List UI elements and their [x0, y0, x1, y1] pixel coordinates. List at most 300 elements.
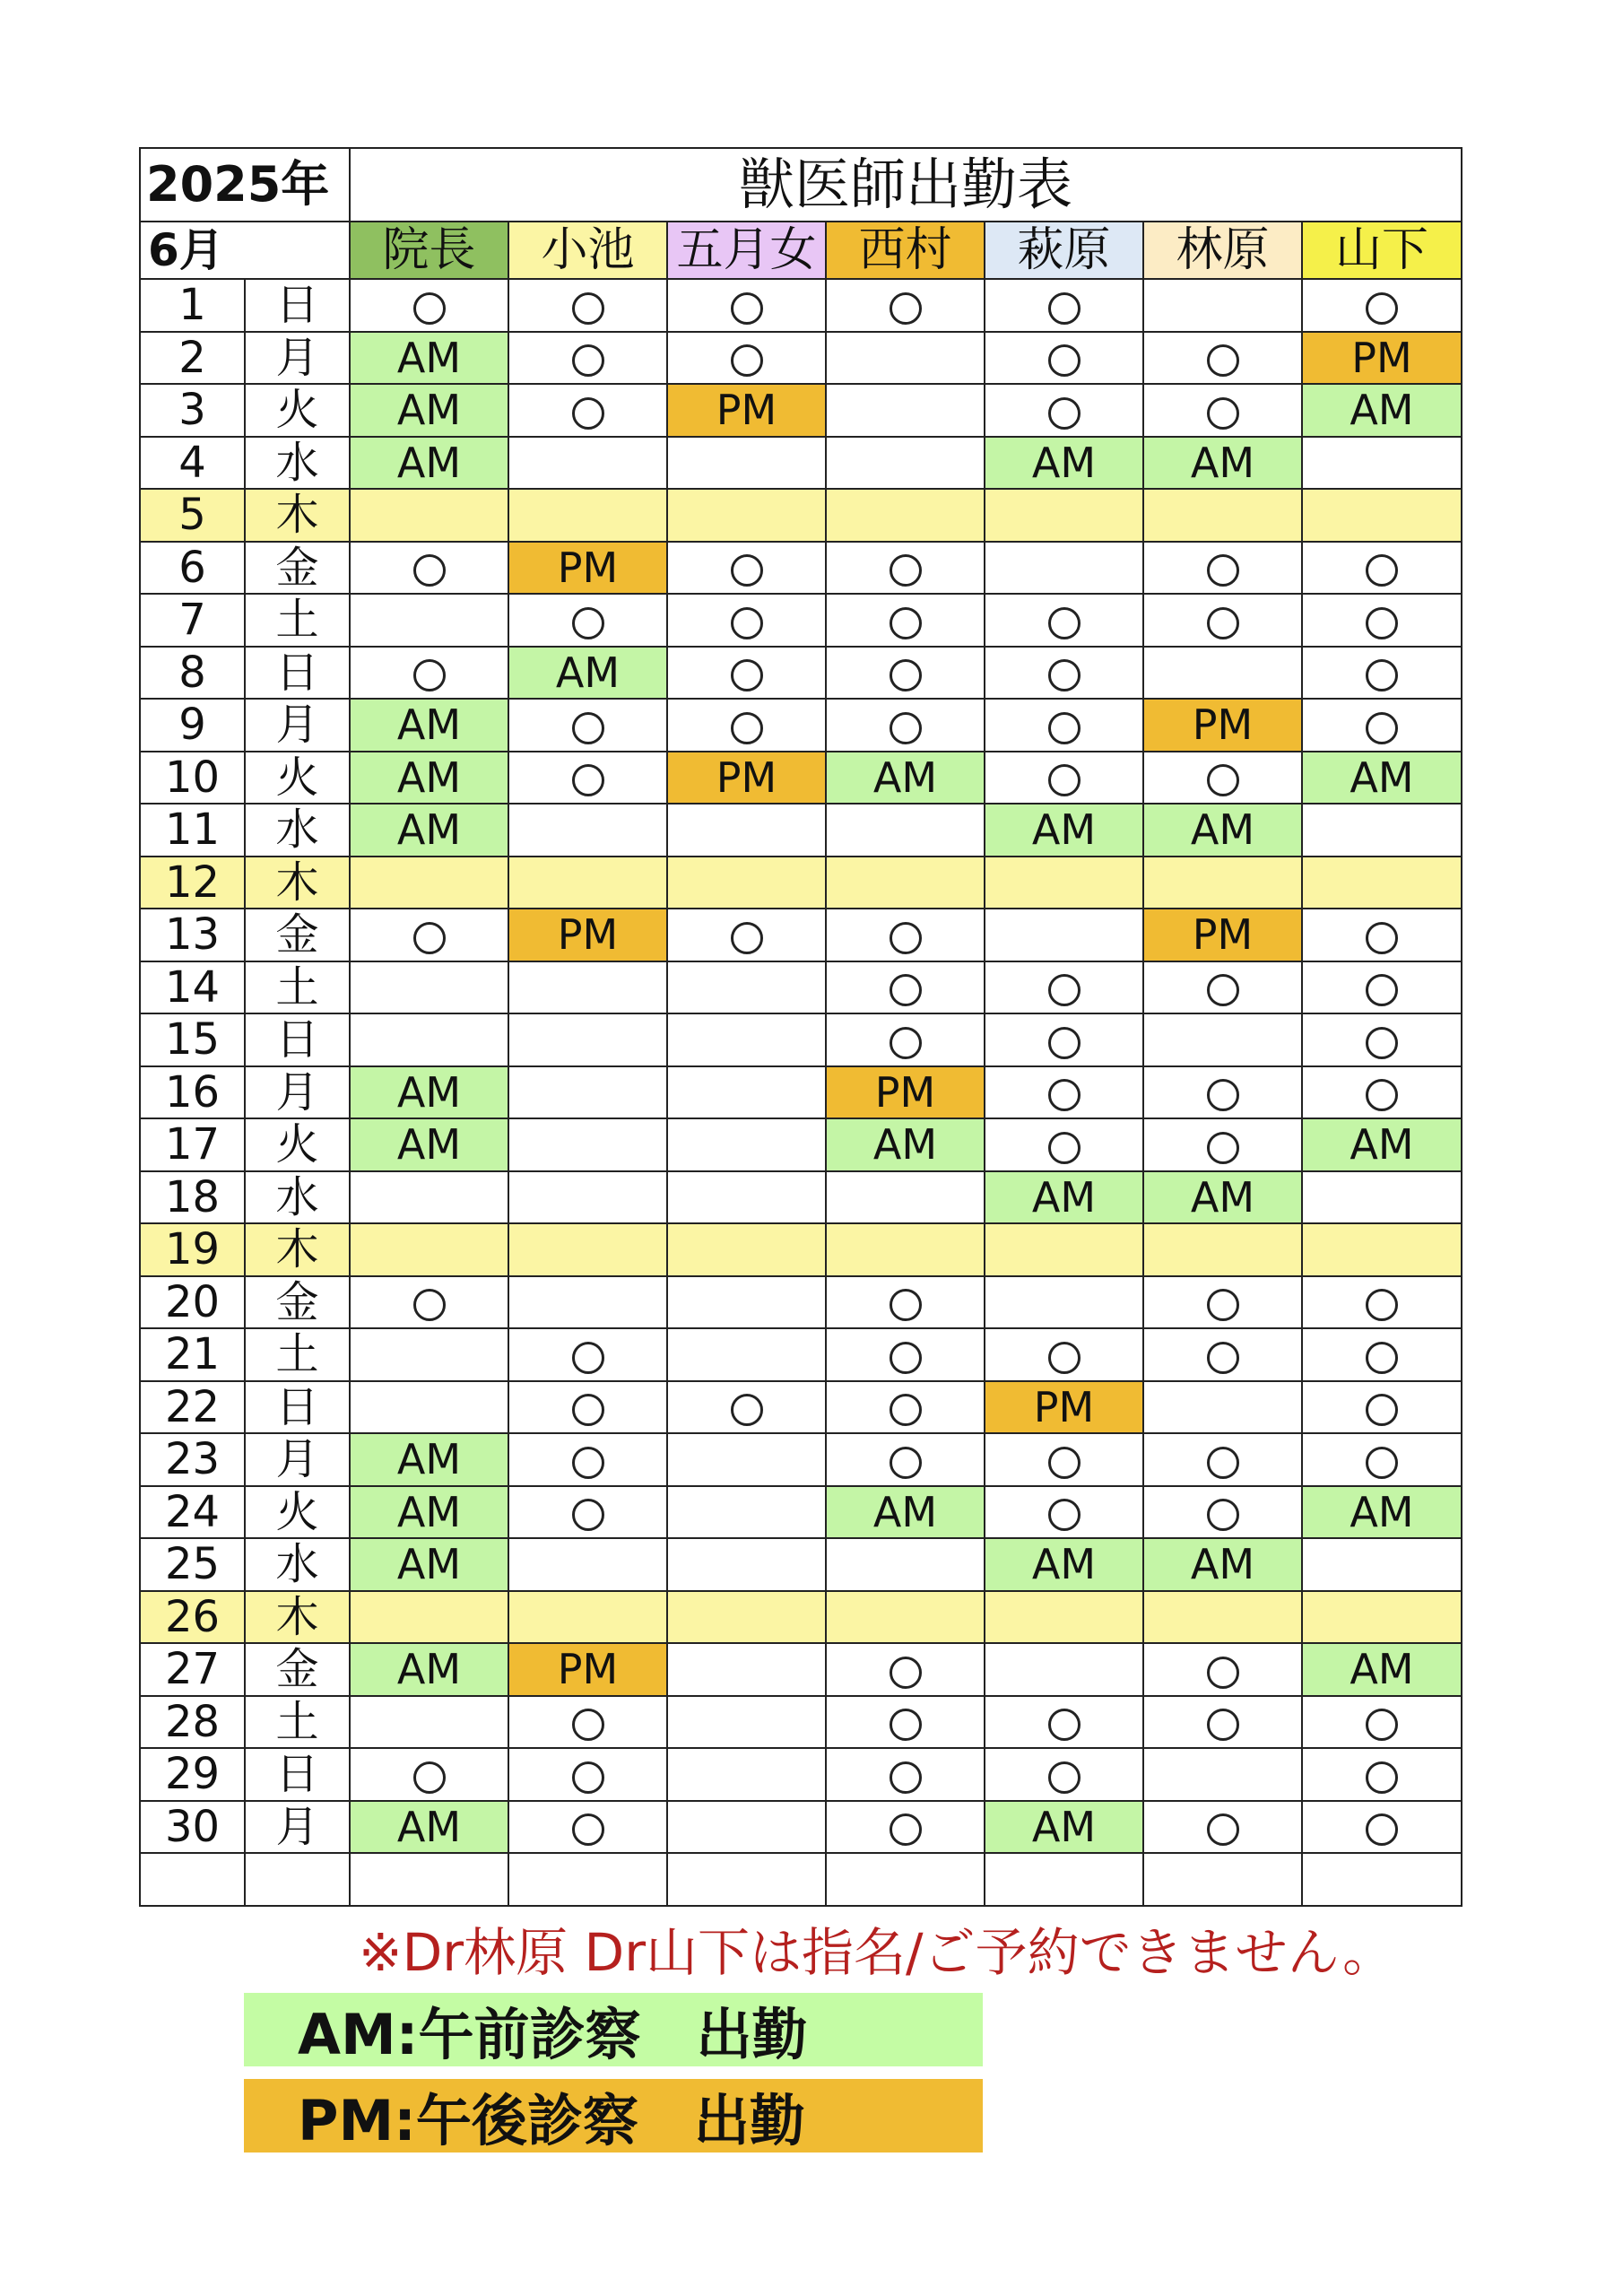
empty-cell — [667, 1853, 826, 1906]
legend-pm: PM:午後診察 出勤 — [244, 2079, 983, 2152]
day-number: 30 — [140, 1801, 245, 1854]
closed-cell — [667, 1591, 826, 1644]
full-day-mark — [1143, 1066, 1302, 1119]
full-day-mark — [350, 1276, 508, 1329]
page-title: 獣医師出勤表 — [350, 148, 1462, 222]
pm-shift-cell: PM — [1143, 909, 1302, 961]
circle-icon — [1048, 1499, 1081, 1531]
full-day-mark — [1302, 699, 1462, 752]
circle-icon — [731, 607, 763, 639]
empty-cell — [508, 1013, 667, 1066]
full-day-mark — [350, 279, 508, 332]
circle-icon — [1207, 1342, 1239, 1374]
closed-cell — [1143, 1223, 1302, 1276]
closed-cell — [350, 1591, 508, 1644]
circle-icon — [890, 1289, 922, 1321]
full-day-mark — [667, 332, 826, 385]
full-day-mark — [1302, 1276, 1462, 1329]
circle-icon — [1366, 974, 1398, 1006]
full-day-mark — [1302, 1433, 1462, 1486]
closed-cell — [1302, 1591, 1462, 1644]
pm-shift-cell: PM — [1302, 332, 1462, 385]
table-row — [140, 1223, 1462, 1276]
table-row — [140, 332, 1462, 385]
day-number: 14 — [140, 961, 245, 1014]
empty-cell — [508, 1066, 667, 1119]
circle-icon — [1048, 1761, 1081, 1794]
pm-shift-cell: PM — [985, 1381, 1143, 1434]
empty-cell — [826, 1853, 985, 1906]
day-number: 7 — [140, 594, 245, 647]
day-number: 6 — [140, 542, 245, 595]
day-number: 3 — [140, 384, 245, 437]
empty-cell — [667, 1171, 826, 1224]
table-row — [140, 699, 1462, 752]
weekday: 土 — [245, 594, 350, 647]
empty-cell — [508, 804, 667, 857]
empty-cell — [245, 1853, 350, 1906]
full-day-mark — [508, 1801, 667, 1854]
circle-icon — [731, 712, 763, 744]
table-row — [140, 857, 1462, 909]
am-shift-cell: AM — [1302, 752, 1462, 804]
closed-cell — [350, 1223, 508, 1276]
weekday: 月 — [245, 332, 350, 385]
empty-cell — [985, 1276, 1143, 1329]
circle-icon — [572, 1761, 604, 1794]
weekday: 金 — [245, 1643, 350, 1696]
booking-note: ※Dr林原 Dr山下は指名/ご予約できません。 — [359, 1922, 1395, 1983]
empty-cell — [667, 437, 826, 490]
circle-icon — [572, 344, 604, 377]
circle-icon — [1048, 1342, 1081, 1374]
circle-icon — [890, 554, 922, 587]
circle-icon — [572, 397, 604, 430]
full-day-mark — [508, 279, 667, 332]
circle-icon — [1207, 1079, 1239, 1111]
circle-icon — [1048, 1027, 1081, 1059]
circle-icon — [1366, 554, 1398, 587]
full-day-mark — [667, 909, 826, 961]
am-shift-cell: AM — [1302, 1118, 1462, 1171]
full-day-mark — [508, 1748, 667, 1801]
circle-icon — [1048, 397, 1081, 430]
circle-icon — [1207, 1132, 1239, 1164]
closed-cell — [1302, 857, 1462, 909]
weekday: 水 — [245, 1538, 350, 1591]
circle-icon — [413, 292, 446, 325]
empty-cell — [667, 1066, 826, 1119]
doctor-header: 西村 — [826, 222, 985, 279]
circle-icon — [731, 554, 763, 587]
weekday: 土 — [245, 961, 350, 1014]
full-day-mark — [508, 1696, 667, 1749]
circle-icon — [572, 1394, 604, 1426]
circle-icon — [1048, 712, 1081, 744]
weekday: 火 — [245, 384, 350, 437]
empty-cell — [667, 1538, 826, 1591]
empty-cell — [1143, 279, 1302, 332]
table-row — [140, 647, 1462, 700]
full-day-mark — [985, 1328, 1143, 1381]
empty-cell — [508, 961, 667, 1014]
table-row — [140, 1538, 1462, 1591]
day-number: 16 — [140, 1066, 245, 1119]
full-day-mark — [985, 1013, 1143, 1066]
closed-cell — [667, 489, 826, 542]
weekday: 月 — [245, 1801, 350, 1854]
weekday: 火 — [245, 1118, 350, 1171]
empty-cell — [508, 437, 667, 490]
empty-cell — [985, 1853, 1143, 1906]
full-day-mark — [1143, 1433, 1302, 1486]
circle-icon — [413, 1761, 446, 1794]
empty-cell — [508, 1538, 667, 1591]
full-day-mark — [508, 699, 667, 752]
am-shift-cell: AM — [826, 1486, 985, 1539]
full-day-mark — [826, 1013, 985, 1066]
circle-icon — [572, 1499, 604, 1531]
circle-icon — [1048, 1079, 1081, 1111]
day-number: 25 — [140, 1538, 245, 1591]
full-day-mark — [508, 1381, 667, 1434]
weekday: 金 — [245, 1276, 350, 1329]
circle-icon — [890, 1394, 922, 1426]
am-shift-cell: AM — [1302, 384, 1462, 437]
am-shift-cell: AM — [826, 752, 985, 804]
am-shift-cell: AM — [350, 1486, 508, 1539]
am-shift-cell: AM — [1143, 437, 1302, 490]
month-label: 6月 — [140, 222, 350, 279]
empty-cell — [350, 961, 508, 1014]
table-row — [140, 1643, 1462, 1696]
table-row — [140, 1276, 1462, 1329]
year-label: 2025年 — [140, 148, 350, 222]
am-shift-cell: AM — [985, 1538, 1143, 1591]
am-shift-cell: AM — [350, 437, 508, 490]
table-row — [140, 1381, 1462, 1434]
full-day-mark — [667, 542, 826, 595]
full-day-mark — [826, 1801, 985, 1854]
table-row — [140, 384, 1462, 437]
weekday: 土 — [245, 1328, 350, 1381]
closed-cell — [826, 1223, 985, 1276]
closed-cell — [667, 857, 826, 909]
full-day-mark — [826, 909, 985, 961]
full-day-mark — [508, 1433, 667, 1486]
empty-cell — [826, 437, 985, 490]
full-day-mark — [985, 647, 1143, 700]
circle-icon — [572, 1709, 604, 1741]
empty-cell — [508, 1853, 667, 1906]
full-day-mark — [508, 594, 667, 647]
empty-cell — [667, 1276, 826, 1329]
circle-icon — [1366, 1289, 1398, 1321]
full-day-mark — [350, 542, 508, 595]
closed-cell — [350, 857, 508, 909]
empty-cell — [350, 1328, 508, 1381]
circle-icon — [572, 712, 604, 744]
circle-icon — [572, 607, 604, 639]
empty-cell — [140, 1853, 245, 1906]
circle-icon — [1366, 1761, 1398, 1794]
empty-cell — [985, 542, 1143, 595]
closed-cell — [350, 489, 508, 542]
doctor-header: 院長 — [350, 222, 508, 279]
table-row — [140, 279, 1462, 332]
empty-cell — [1143, 1381, 1302, 1434]
circle-icon — [413, 554, 446, 587]
circle-icon — [890, 1709, 922, 1741]
doctor-header: 山下 — [1302, 222, 1462, 279]
schedule-table — [139, 147, 1462, 1907]
full-day-mark — [1143, 1696, 1302, 1749]
full-day-mark — [667, 1381, 826, 1434]
table-row — [140, 1118, 1462, 1171]
empty-cell — [667, 1696, 826, 1749]
full-day-mark — [1302, 1801, 1462, 1854]
empty-cell — [826, 332, 985, 385]
table-row — [140, 1486, 1462, 1539]
weekday: 日 — [245, 1381, 350, 1434]
empty-cell — [1143, 647, 1302, 700]
circle-icon — [1366, 1342, 1398, 1374]
legend-am: AM:午前診察 出勤 — [244, 1993, 983, 2066]
table-row — [140, 909, 1462, 961]
full-day-mark — [985, 961, 1143, 1014]
full-day-mark — [508, 752, 667, 804]
closed-cell — [1302, 1223, 1462, 1276]
am-shift-cell: AM — [826, 1118, 985, 1171]
circle-icon — [1366, 1813, 1398, 1846]
full-day-mark — [1302, 1066, 1462, 1119]
empty-cell — [1302, 1853, 1462, 1906]
circle-icon — [413, 1289, 446, 1321]
pm-shift-cell: PM — [508, 1643, 667, 1696]
circle-icon — [1207, 554, 1239, 587]
closed-cell — [508, 489, 667, 542]
table-row — [140, 1013, 1462, 1066]
am-shift-cell: AM — [985, 437, 1143, 490]
pm-shift-cell: PM — [667, 752, 826, 804]
weekday: 月 — [245, 1433, 350, 1486]
closed-cell — [985, 489, 1143, 542]
table-row — [140, 1591, 1462, 1644]
day-number: 24 — [140, 1486, 245, 1539]
empty-cell — [350, 1171, 508, 1224]
full-day-mark — [826, 961, 985, 1014]
full-day-mark — [350, 647, 508, 700]
circle-icon — [1366, 659, 1398, 691]
doctor-header: 小池 — [508, 222, 667, 279]
circle-icon — [890, 292, 922, 325]
table-row — [140, 594, 1462, 647]
full-day-mark — [1302, 1328, 1462, 1381]
circle-icon — [890, 1813, 922, 1846]
full-day-mark — [508, 1328, 667, 1381]
weekday: 日 — [245, 1013, 350, 1066]
empty-cell — [667, 1748, 826, 1801]
circle-icon — [1207, 764, 1239, 796]
full-day-mark — [1143, 542, 1302, 595]
weekday: 日 — [245, 279, 350, 332]
closed-cell — [667, 1223, 826, 1276]
empty-cell — [1302, 437, 1462, 490]
day-number: 21 — [140, 1328, 245, 1381]
table-row — [140, 1066, 1462, 1119]
empty-cell — [667, 1013, 826, 1066]
closed-cell — [1302, 489, 1462, 542]
pm-shift-cell: PM — [508, 909, 667, 961]
blank-row — [140, 1853, 1462, 1906]
day-number: 10 — [140, 752, 245, 804]
empty-cell — [350, 1696, 508, 1749]
empty-cell — [826, 1538, 985, 1591]
full-day-mark — [508, 1486, 667, 1539]
empty-cell — [667, 1328, 826, 1381]
circle-icon — [731, 922, 763, 954]
am-shift-cell: AM — [1143, 1538, 1302, 1591]
day-number: 5 — [140, 489, 245, 542]
closed-cell — [1143, 857, 1302, 909]
full-day-mark — [985, 332, 1143, 385]
am-shift-cell: AM — [350, 332, 508, 385]
day-number: 9 — [140, 699, 245, 752]
full-day-mark — [985, 752, 1143, 804]
full-day-mark — [1143, 332, 1302, 385]
circle-icon — [1366, 922, 1398, 954]
day-number: 23 — [140, 1433, 245, 1486]
circle-icon — [1207, 1813, 1239, 1846]
circle-icon — [1048, 1132, 1081, 1164]
circle-icon — [572, 292, 604, 325]
full-day-mark — [826, 1696, 985, 1749]
table-row — [140, 752, 1462, 804]
full-day-mark — [1302, 594, 1462, 647]
am-shift-cell: AM — [350, 1066, 508, 1119]
full-day-mark — [826, 542, 985, 595]
weekday: 木 — [245, 1223, 350, 1276]
full-day-mark — [826, 1433, 985, 1486]
circle-icon — [1207, 974, 1239, 1006]
weekday: 木 — [245, 857, 350, 909]
full-day-mark — [1143, 1486, 1302, 1539]
empty-cell — [985, 1643, 1143, 1696]
circle-icon — [572, 764, 604, 796]
empty-cell — [1143, 1853, 1302, 1906]
doctor-header: 五月女 — [667, 222, 826, 279]
circle-icon — [890, 1027, 922, 1059]
day-number: 17 — [140, 1118, 245, 1171]
full-day-mark — [1143, 961, 1302, 1014]
empty-cell — [1302, 1538, 1462, 1591]
table-row — [140, 1433, 1462, 1486]
circle-icon — [731, 659, 763, 691]
full-day-mark — [1143, 1801, 1302, 1854]
weekday: 水 — [245, 1171, 350, 1224]
am-shift-cell: AM — [1143, 804, 1302, 857]
full-day-mark — [985, 594, 1143, 647]
empty-cell — [508, 1171, 667, 1224]
full-day-mark — [985, 279, 1143, 332]
circle-icon — [1048, 1709, 1081, 1741]
closed-cell — [826, 1591, 985, 1644]
full-day-mark — [1143, 752, 1302, 804]
circle-icon — [1207, 1709, 1239, 1741]
closed-cell — [826, 857, 985, 909]
full-day-mark — [667, 699, 826, 752]
full-day-mark — [985, 1118, 1143, 1171]
am-shift-cell: AM — [350, 384, 508, 437]
weekday: 金 — [245, 542, 350, 595]
day-number: 11 — [140, 804, 245, 857]
circle-icon — [731, 344, 763, 377]
empty-cell — [350, 594, 508, 647]
circle-icon — [890, 712, 922, 744]
circle-icon — [1048, 292, 1081, 325]
am-shift-cell: AM — [350, 1801, 508, 1854]
full-day-mark — [350, 909, 508, 961]
full-day-mark — [667, 594, 826, 647]
full-day-mark — [1302, 647, 1462, 700]
circle-icon — [1366, 1709, 1398, 1741]
closed-cell — [508, 1591, 667, 1644]
am-shift-cell: AM — [1302, 1486, 1462, 1539]
day-number: 19 — [140, 1223, 245, 1276]
circle-icon — [572, 1813, 604, 1846]
full-day-mark — [826, 1276, 985, 1329]
circle-icon — [572, 1342, 604, 1374]
full-day-mark — [826, 647, 985, 700]
am-shift-cell: AM — [350, 804, 508, 857]
full-day-mark — [826, 279, 985, 332]
empty-cell — [350, 1853, 508, 1906]
circle-icon — [1207, 607, 1239, 639]
circle-icon — [890, 1761, 922, 1794]
full-day-mark — [826, 1643, 985, 1696]
am-shift-cell: AM — [350, 1118, 508, 1171]
am-shift-cell: AM — [350, 1538, 508, 1591]
empty-cell — [667, 1118, 826, 1171]
weekday: 月 — [245, 1066, 350, 1119]
pm-shift-cell: PM — [508, 542, 667, 595]
circle-icon — [1048, 344, 1081, 377]
circle-icon — [1207, 1499, 1239, 1531]
table-row — [140, 1696, 1462, 1749]
empty-cell — [350, 1013, 508, 1066]
weekday: 木 — [245, 489, 350, 542]
day-number: 4 — [140, 437, 245, 490]
circle-icon — [1366, 1394, 1398, 1426]
full-day-mark — [667, 647, 826, 700]
full-day-mark — [826, 1748, 985, 1801]
full-day-mark — [985, 1696, 1143, 1749]
full-day-mark — [1302, 1013, 1462, 1066]
full-day-mark — [985, 1486, 1143, 1539]
circle-icon — [1207, 1657, 1239, 1689]
day-number: 15 — [140, 1013, 245, 1066]
full-day-mark — [826, 594, 985, 647]
empty-cell — [1143, 1748, 1302, 1801]
am-shift-cell: AM — [1302, 1643, 1462, 1696]
empty-cell — [667, 804, 826, 857]
empty-cell — [1143, 1013, 1302, 1066]
am-shift-cell: AM — [508, 647, 667, 700]
closed-cell — [985, 1591, 1143, 1644]
am-shift-cell: AM — [985, 1171, 1143, 1224]
full-day-mark — [508, 332, 667, 385]
closed-cell — [1143, 1591, 1302, 1644]
